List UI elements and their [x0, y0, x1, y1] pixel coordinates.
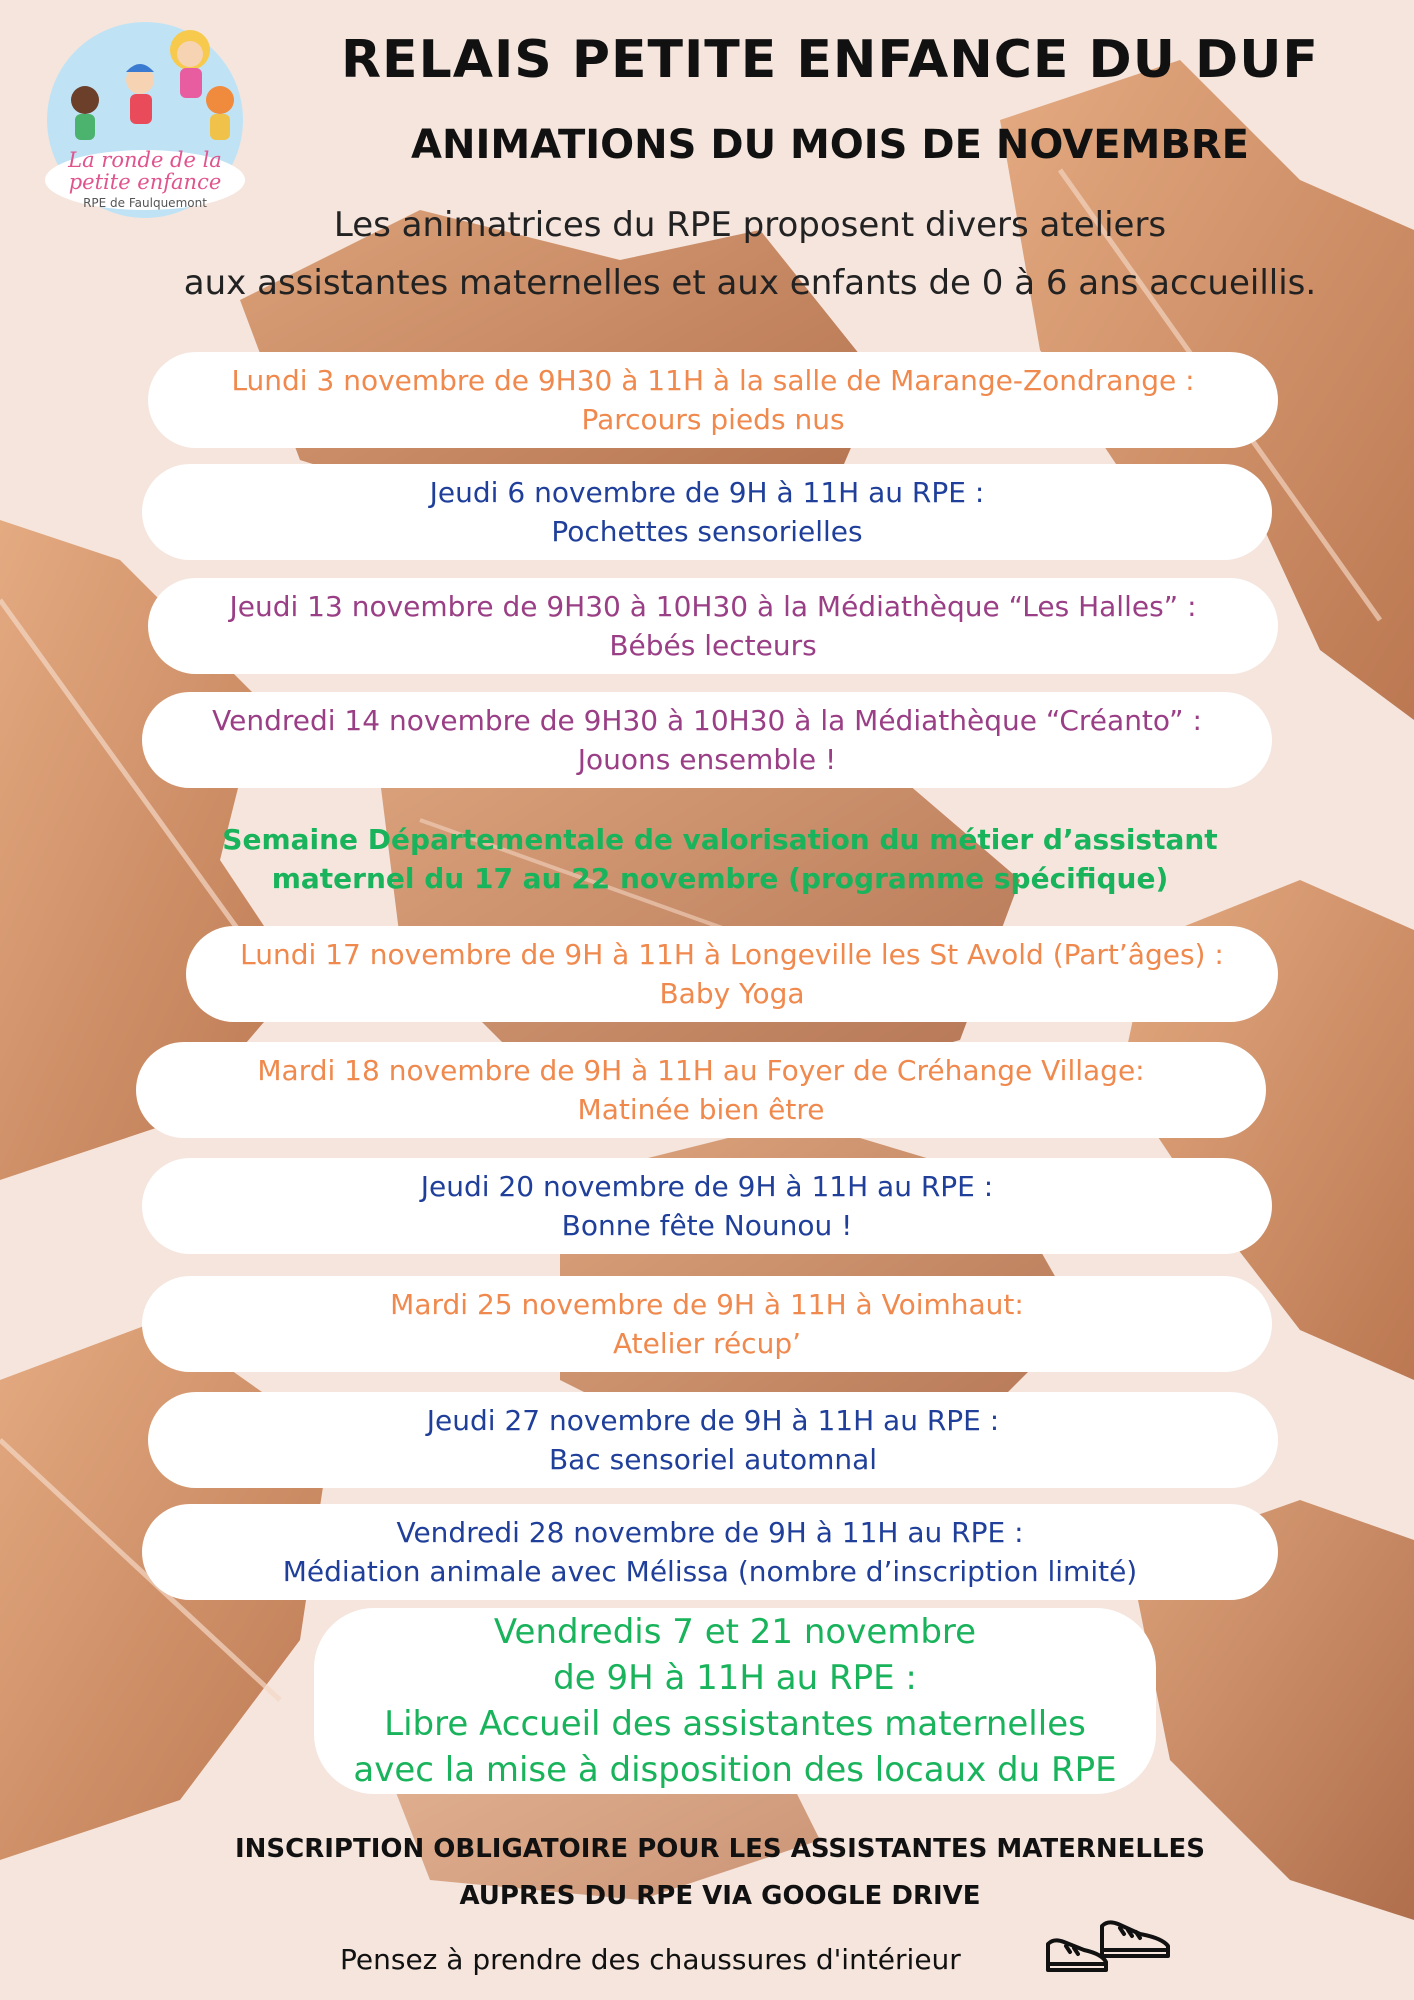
- event-activity-line: Baby Yoga: [659, 977, 805, 1010]
- libre-accueil-line-4: avec la mise à disposition des locaux du RPE: [353, 1750, 1117, 1790]
- libre-accueil-line-2: de 9H à 11H au RPE :: [553, 1658, 917, 1698]
- libre-accueil-line-3: Libre Accueil des assistantes maternelles: [384, 1704, 1086, 1744]
- event-activity-line: Médiation animale avec Mélissa (nombre d’inscription limité): [282, 1555, 1138, 1588]
- event-item: [148, 578, 1278, 674]
- event-date-line: Vendredi 14 novembre de 9H30 à 10H30 à la Médiathèque “Créanto” :: [212, 704, 1202, 737]
- event-activity-line: Bac sensoriel automnal: [548, 1443, 878, 1476]
- event-activity-line: Jouons ensemble !: [577, 743, 837, 776]
- event-activity-line: Bonne fête Nounou !: [561, 1209, 853, 1242]
- event-date-line: Jeudi 27 novembre de 9H à 11H au RPE :: [426, 1404, 1000, 1437]
- intro-text: [100, 196, 1400, 312]
- event-activity-line: Bébés lecteurs: [609, 629, 817, 662]
- page-subtitle: ANIMATIONS DU MOIS DE NOVEMBRE: [411, 122, 1249, 168]
- event-item: [148, 1392, 1278, 1488]
- shoes-icon: [1040, 1906, 1180, 1986]
- semaine-line-1: Semaine Départementale de valorisation du métier d’assistant: [222, 823, 1218, 856]
- logo-line-1: La ronde de la: [68, 148, 222, 172]
- logo-line-3: RPE de Faulquemont: [83, 196, 207, 210]
- event-item: [142, 1158, 1272, 1254]
- event-date-line: Lundi 3 novembre de 9H30 à 11H à la salle de Marange-Zondrange :: [231, 364, 1195, 397]
- event-date-line: Mardi 18 novembre de 9H à 11H au Foyer de Créhange Village:: [257, 1054, 1145, 1087]
- event-activity-line: Pochettes sensorielles: [551, 515, 863, 548]
- event-activity-line: Atelier récup’: [612, 1327, 801, 1360]
- event-activity-line: Matinée bien être: [577, 1093, 825, 1126]
- rpe-logo: [30, 10, 260, 220]
- event-item: [142, 692, 1272, 788]
- semaine-departementale-notice: [150, 820, 1290, 898]
- semaine-line-2: maternel du 17 au 22 novembre (programme spécifique): [271, 862, 1169, 895]
- event-activity-line: Parcours pieds nus: [581, 403, 845, 436]
- event-date-line: Lundi 17 novembre de 9H à 11H à Longeville les St Avold (Part’âges) :: [240, 938, 1224, 971]
- inscription-line-2: AUPRES DU RPE VIA GOOGLE DRIVE: [459, 1881, 981, 1911]
- footer-reminder: Pensez à prendre des chaussures d'intérieur: [340, 1943, 961, 1976]
- event-item: [142, 1276, 1272, 1372]
- page-title: RELAIS PETITE ENFANCE DU DUF: [341, 30, 1319, 90]
- event-item: [142, 464, 1272, 560]
- logo-line-2: petite enfance: [68, 170, 222, 194]
- event-date-line: Jeudi 13 novembre de 9H30 à 10H30 à la Médiathèque “Les Halles” :: [229, 590, 1197, 623]
- intro-line-1: Les animatrices du RPE proposent divers ateliers: [333, 205, 1167, 245]
- intro-line-2: aux assistantes maternelles et aux enfants de 0 à 6 ans accueillis.: [183, 263, 1317, 303]
- libre-accueil-line-1: Vendredis 7 et 21 novembre: [493, 1612, 977, 1652]
- event-item: [142, 1504, 1278, 1600]
- event-date-line: Jeudi 20 novembre de 9H à 11H au RPE :: [420, 1170, 994, 1203]
- event-date-line: Vendredi 28 novembre de 9H à 11H au RPE :: [396, 1516, 1024, 1549]
- event-item: [148, 352, 1278, 448]
- libre-accueil-box: [314, 1608, 1156, 1794]
- event-date-line: Jeudi 6 novembre de 9H à 11H au RPE :: [429, 476, 985, 509]
- event-date-line: Mardi 25 novembre de 9H à 11H à Voimhaut:: [390, 1288, 1024, 1321]
- event-item: [186, 926, 1278, 1022]
- inscription-line-1: INSCRIPTION OBLIGATOIRE POUR LES ASSISTANTES MATERNELLES: [234, 1834, 1206, 1864]
- event-item: [136, 1042, 1266, 1138]
